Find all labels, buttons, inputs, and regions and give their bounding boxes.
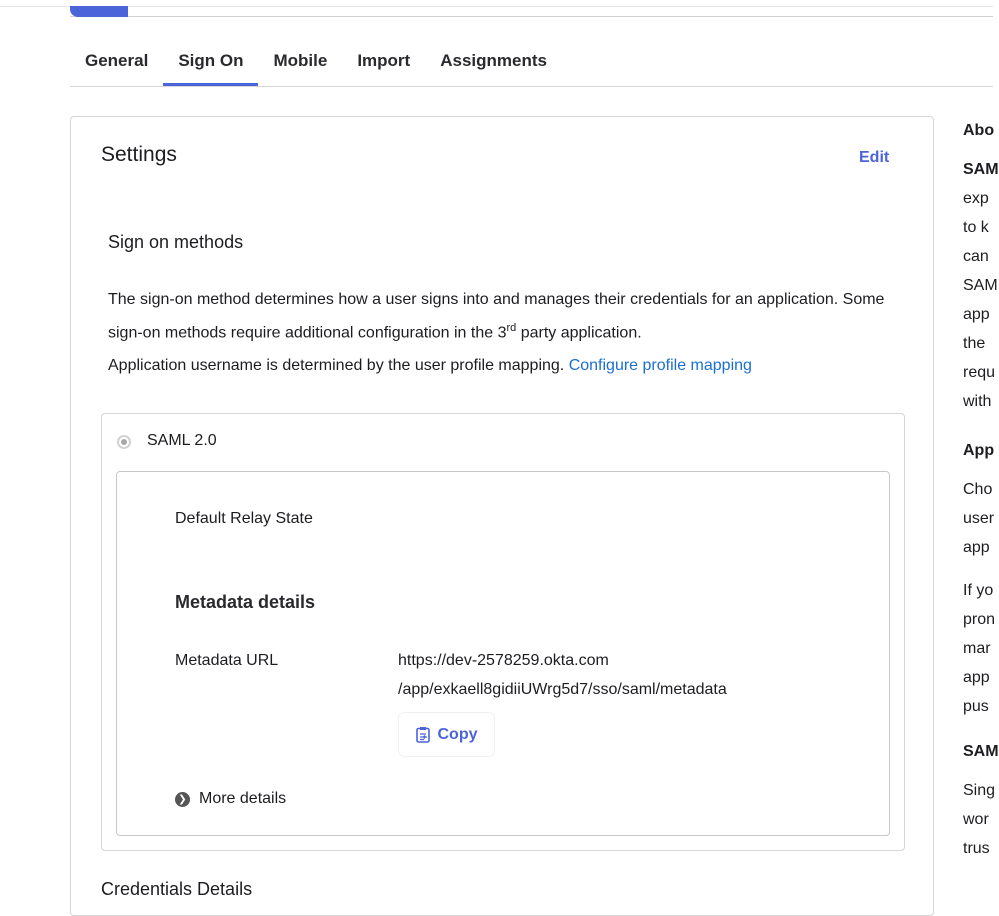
metadata-heading: Metadata details xyxy=(175,592,316,612)
tab-general[interactable]: General xyxy=(85,51,149,70)
sidebar-text: pus xyxy=(963,698,989,715)
chevron-right-icon: ❯ xyxy=(175,792,190,807)
credentials-details-heading: Credentials Details xyxy=(101,879,253,899)
sidebar-text: can xyxy=(963,248,989,265)
sidebar-heading: App xyxy=(963,442,995,459)
sidebar-text: the xyxy=(963,335,986,352)
metadata-url-line1: https://dev-2578259.okta.com xyxy=(398,652,609,669)
sidebar-text: requ xyxy=(963,364,996,381)
desc-text: The sign-on method determines how a user signs into and manages their credentials for an application. Some sign-on methods require additional configuration in the 3 xyxy=(108,291,885,342)
header-divider xyxy=(70,16,993,17)
sidebar-text: with xyxy=(963,393,992,410)
relay-state-label: Default Relay State xyxy=(175,510,313,527)
sign-on-description xyxy=(108,285,888,347)
tab-sign-on[interactable]: Sign On xyxy=(163,40,258,86)
saml-label: SAML 2.0 xyxy=(147,432,217,449)
sidebar-text: pron xyxy=(963,611,996,628)
sidebar-heading: SAM xyxy=(963,743,999,760)
desc-sup: rd xyxy=(506,322,517,334)
sidebar-text: trus xyxy=(963,840,990,857)
saml-details xyxy=(116,471,890,836)
metadata-url-label: Metadata URL xyxy=(175,652,279,669)
username-text: Application username is determined by the user profile mapping. xyxy=(108,357,565,374)
sidebar-text: mar xyxy=(963,640,991,657)
sidebar-text: app xyxy=(963,669,990,686)
desc-text-end: party application. xyxy=(516,324,642,342)
sidebar-text: exp xyxy=(963,190,989,207)
sidebar-text: app xyxy=(963,539,990,556)
sidebar-text: Cho xyxy=(963,481,993,498)
sidebar-text: If yo xyxy=(963,582,994,599)
sidebar-text: wor xyxy=(963,811,989,828)
tab-assignments[interactable]: Assignments xyxy=(440,51,547,70)
tab-import[interactable]: Import xyxy=(357,51,411,70)
sidebar-text: to k xyxy=(963,219,989,236)
saml-method-panel xyxy=(101,413,905,851)
about-sidebar xyxy=(963,116,999,863)
top-divider xyxy=(0,6,993,7)
copy-label: Copy xyxy=(437,725,478,743)
clipboard-icon xyxy=(416,726,430,743)
more-details-label: More details xyxy=(199,790,287,807)
sign-on-methods-heading: Sign on methods xyxy=(108,232,244,252)
username-note xyxy=(108,357,752,375)
settings-card xyxy=(70,116,934,916)
sidebar-text: Sing xyxy=(963,782,996,799)
more-details-toggle[interactable] xyxy=(175,790,286,808)
copy-button[interactable] xyxy=(398,712,495,757)
edit-button[interactable]: Edit xyxy=(859,149,890,166)
header-accent xyxy=(70,6,128,17)
metadata-url-line2: /app/exkaell8gidiiUWrg5d7/sso/saml/metadata xyxy=(398,681,727,698)
sidebar-text: app xyxy=(963,306,990,323)
sidebar-text: SAM xyxy=(963,277,998,294)
saml-radio[interactable] xyxy=(117,435,131,449)
tab-bar xyxy=(70,40,993,87)
configure-profile-mapping-link[interactable]: Configure profile mapping xyxy=(568,357,752,374)
sidebar-text: user xyxy=(963,510,995,527)
tab-mobile[interactable]: Mobile xyxy=(273,51,328,70)
sidebar-text: SAM xyxy=(963,161,999,178)
sidebar-heading: Abo xyxy=(963,122,995,139)
settings-title: Settings xyxy=(101,143,177,166)
